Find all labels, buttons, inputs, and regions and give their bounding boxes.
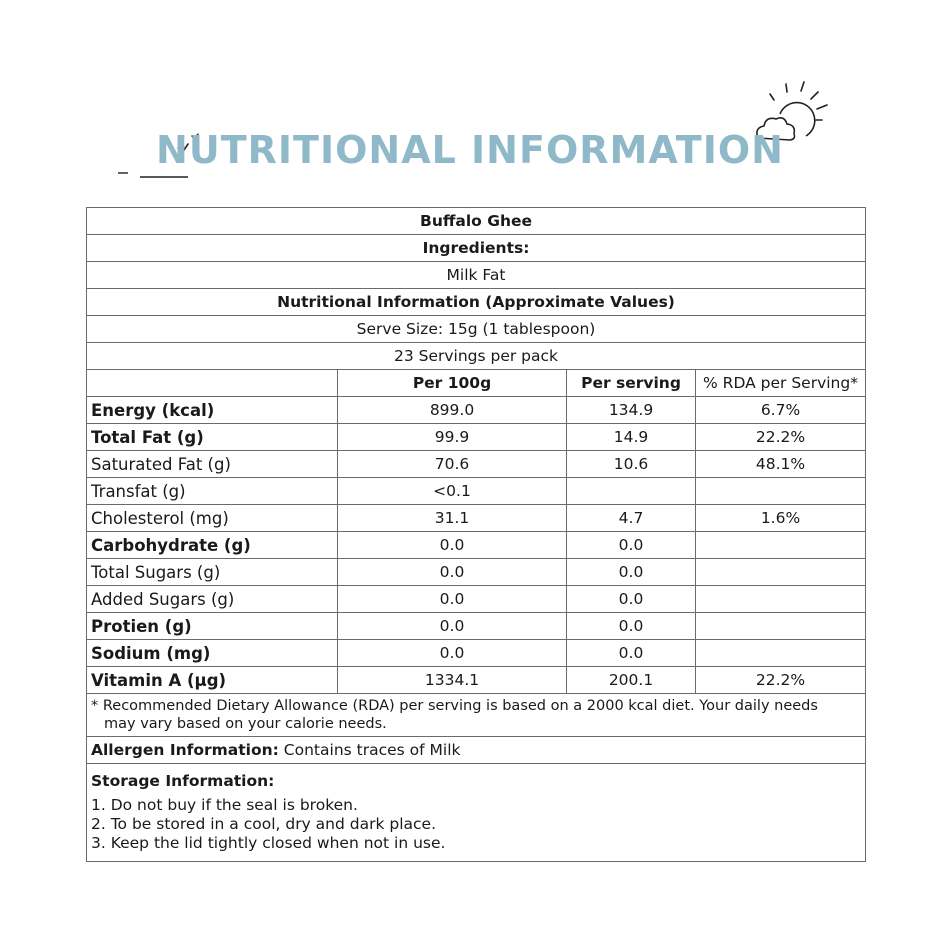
storage-line: 1. Do not buy if the seal is broken. — [91, 796, 358, 814]
per100-value: 899.0 — [338, 397, 567, 424]
nutrient-name: Total Fat (g) — [87, 424, 338, 451]
nutrient-name: Transfat (g) — [87, 478, 338, 505]
rda-note — [87, 694, 866, 737]
per-serving-value: 14.9 — [567, 424, 696, 451]
allergen-text: Contains traces of Milk — [278, 741, 461, 759]
nutrient-name: Protien (g) — [87, 613, 338, 640]
allergen-info — [87, 737, 866, 764]
nutrient-name: Total Sugars (g) — [87, 559, 338, 586]
rda-note-row — [87, 694, 866, 737]
per100-value: 99.9 — [338, 424, 567, 451]
rda-value — [696, 640, 866, 667]
section-title: Nutritional Information (Approximate Values) — [87, 289, 866, 316]
header-per-serving: Per serving — [567, 370, 696, 397]
section-title-row — [87, 289, 866, 316]
per100-value: 70.6 — [338, 451, 567, 478]
header-blank — [87, 370, 338, 397]
per-serving-value: 134.9 — [567, 397, 696, 424]
nutrient-name: Saturated Fat (g) — [87, 451, 338, 478]
nutrient-name: Sodium (mg) — [87, 640, 338, 667]
allergen-label: Allergen Information: — [91, 741, 279, 759]
table-row — [87, 451, 866, 478]
nutrient-name: Vitamin A (µg) — [87, 667, 338, 694]
per-serving-value: 10.6 — [567, 451, 696, 478]
product-name: Buffalo Ghee — [87, 208, 866, 235]
page-title: NUTRITIONAL INFORMATION — [156, 128, 784, 172]
rda-note-line2: may vary based on your calorie needs. — [104, 716, 387, 732]
serve-size-row — [87, 316, 866, 343]
nutrition-table — [86, 207, 866, 862]
nutrient-name: Added Sugars (g) — [87, 586, 338, 613]
rda-value — [696, 478, 866, 505]
per100-value: 1334.1 — [338, 667, 567, 694]
table-row — [87, 559, 866, 586]
rda-note-line1: * Recommended Dietary Allowance (RDA) per serving is based on a 2000 kcal diet. Your daily needs — [91, 698, 818, 714]
per-serving-value: 0.0 — [567, 640, 696, 667]
servings-row — [87, 343, 866, 370]
header-per100: Per 100g — [338, 370, 567, 397]
table-row — [87, 424, 866, 451]
per100-value: 0.0 — [338, 640, 567, 667]
storage-row — [87, 764, 866, 862]
per100-value: 0.0 — [338, 613, 567, 640]
table-row — [87, 532, 866, 559]
storage-line: 2. To be stored in a cool, dry and dark place. — [91, 815, 437, 833]
per-serving-value: 0.0 — [567, 532, 696, 559]
storage-info — [87, 764, 866, 862]
storage-label: Storage Information: — [91, 772, 275, 790]
header-row — [87, 370, 866, 397]
rda-value: 22.2% — [696, 667, 866, 694]
product-row — [87, 208, 866, 235]
allergen-row — [87, 737, 866, 764]
storage-line: 3. Keep the lid tightly closed when not in use. — [91, 834, 446, 852]
per100-value: <0.1 — [338, 478, 567, 505]
table-row — [87, 505, 866, 532]
rda-value — [696, 532, 866, 559]
ingredients-label-row — [87, 235, 866, 262]
per100-value: 0.0 — [338, 586, 567, 613]
per100-value: 31.1 — [338, 505, 567, 532]
rda-value: 22.2% — [696, 424, 866, 451]
serve-size: Serve Size: 15g (1 tablespoon) — [87, 316, 866, 343]
rda-value — [696, 613, 866, 640]
header-rda: % RDA per Serving* — [696, 370, 866, 397]
per100-value: 0.0 — [338, 532, 567, 559]
rda-value — [696, 559, 866, 586]
table-row — [87, 397, 866, 424]
ingredients-row — [87, 262, 866, 289]
per-serving-value: 0.0 — [567, 613, 696, 640]
nutrient-name: Energy (kcal) — [87, 397, 338, 424]
rda-value — [696, 586, 866, 613]
table-row — [87, 613, 866, 640]
rda-value: 6.7% — [696, 397, 866, 424]
per-serving-value: 0.0 — [567, 586, 696, 613]
rda-value: 48.1% — [696, 451, 866, 478]
per100-value: 0.0 — [338, 559, 567, 586]
per-serving-value: 0.0 — [567, 559, 696, 586]
rda-value: 1.6% — [696, 505, 866, 532]
ingredients-value: Milk Fat — [87, 262, 866, 289]
servings: 23 Servings per pack — [87, 343, 866, 370]
table-row — [87, 667, 866, 694]
per-serving-value — [567, 478, 696, 505]
per-serving-value: 4.7 — [567, 505, 696, 532]
per-serving-value: 200.1 — [567, 667, 696, 694]
table-row — [87, 640, 866, 667]
ingredients-label: Ingredients: — [87, 235, 866, 262]
table-row — [87, 478, 866, 505]
nutrient-name: Cholesterol (mg) — [87, 505, 338, 532]
table-row — [87, 586, 866, 613]
nutrient-name: Carbohydrate (g) — [87, 532, 338, 559]
